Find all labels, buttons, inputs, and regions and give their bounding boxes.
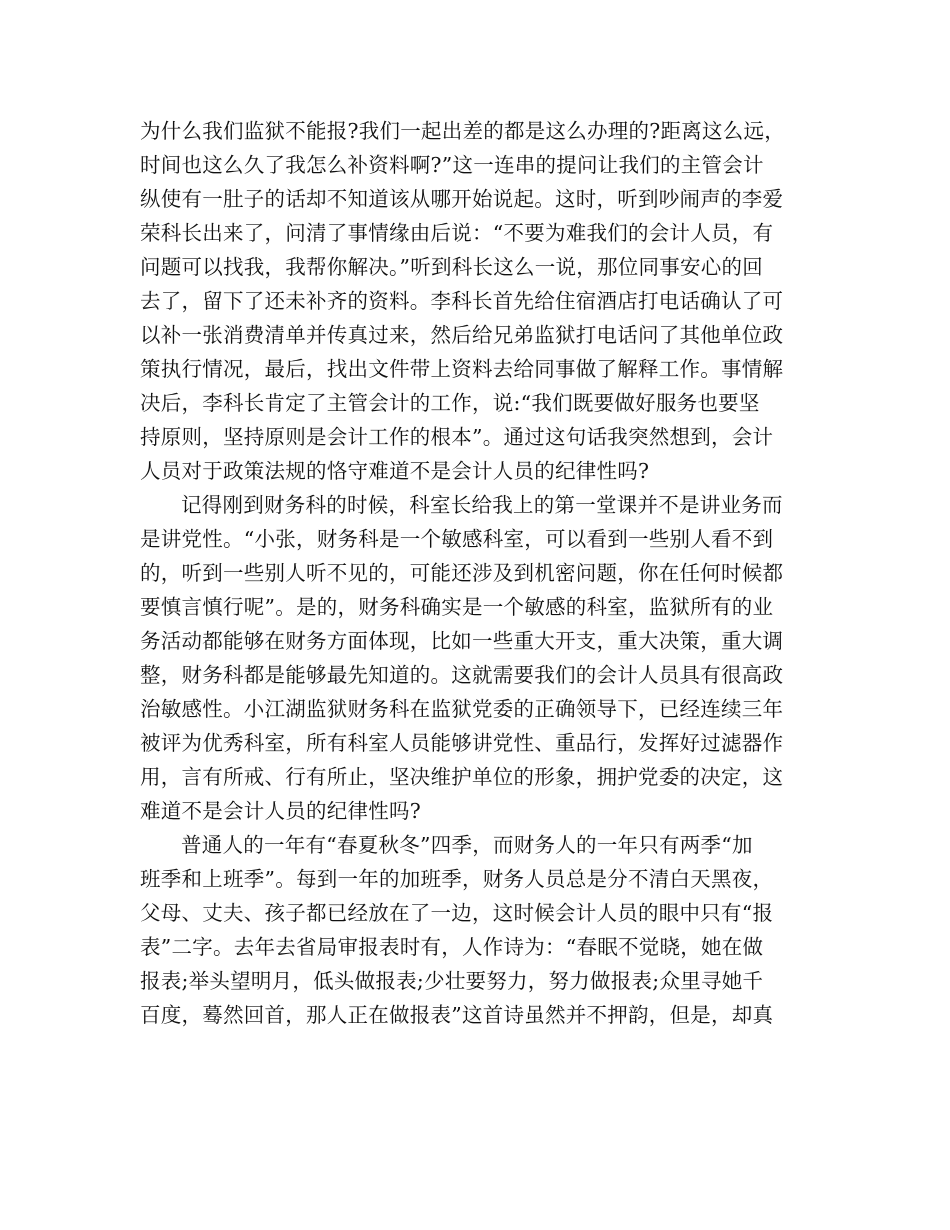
- text-line: 以补一张消费清单并传真过来，然后给兄弟监狱打电话问了其他单位政: [140, 323, 784, 347]
- text-line: 为什么我们监狱不能报?我们一起出差的都是这么办理的?距离这么远，: [140, 119, 785, 143]
- text-line: 纵使有一肚子的话却不知道该从哪开始说起。这时，听到吵闹声的李爱: [140, 187, 784, 211]
- text-line-indented: 记得刚到财务科的时候，科室长给我上的第一堂课并不是讲业务而: [181, 493, 783, 517]
- text-line: 报表;举头望明月，低头做报表;少壮要努力，努力做报表;众里寻她千: [140, 969, 764, 993]
- text-line: 荣科长出来了，问清了事情缘由后说：“不要为难我们的会计人员，有: [140, 221, 774, 245]
- document-body: [140, 114, 820, 1032]
- text-line: 问题可以找我，我帮你解决。”听到科长这么一说，那位同事安心的回: [140, 255, 763, 279]
- text-line: 治敏感性。小江湖监狱财务科在监狱党委的正确领导下，已经连续三年: [140, 697, 784, 721]
- text-line: 父母、丈夫、孩子都已经放在了一边，这时候会计人员的眼中只有“报: [140, 901, 774, 925]
- text-line: 策执行情况，最后，找出文件带上资料去给同事做了解释工作。事情解: [140, 357, 784, 381]
- text-line: 用，言有所戒、行有所止，坚决维护单位的形象，拥护党委的决定，这: [140, 765, 784, 789]
- text-line: 班季和上班季”。每到一年的加班季，财务人员总是分不清白天黑夜，: [140, 867, 774, 891]
- paragraph-2: [140, 488, 820, 828]
- text-line: 是讲党性。“小张，财务科是一个敏感科室，可以看到一些别人看不到: [140, 527, 774, 551]
- text-line: 百度，蓦然回首，那人正在做报表”这首诗虽然并不押韵，但是，却真: [140, 1003, 774, 1027]
- text-line: 表”二字。去年去省局审报表时有，人作诗为：“春眠不觉晓，她在做: [140, 935, 764, 959]
- text-line-indented: 普通人的一年有“春夏秋冬”四季，而财务人的一年只有两季“加: [181, 833, 753, 857]
- paragraph-1: [140, 114, 820, 488]
- text-line: 的，听到一些别人听不见的，可能还涉及到机密问题，你在任何时候都: [140, 561, 784, 585]
- text-line: 持原则，坚持原则是会计工作的根本”。通过这句话我突然想到，会计: [140, 425, 774, 449]
- text-line: 决后，李科长肯定了主管会计的工作，说:“我们既要做好服务也要坚: [140, 391, 760, 415]
- text-line: 难道不是会计人员的纪律性吗?: [140, 799, 421, 823]
- text-line: 整，财务科都是能够最先知道的。这就需要我们的会计人员具有很高政: [140, 663, 784, 687]
- text-line: 要慎言慎行呢”。是的，财务科确实是一个敏感的科室，监狱所有的业: [140, 595, 774, 619]
- text-line: 去了，留下了还未补齐的资料。李科长首先给住宿酒店打电话确认了可: [140, 289, 784, 313]
- paragraph-3: [140, 828, 820, 1032]
- text-line: 人员对于政策法规的恪守难道不是会计人员的纪律性吗?: [140, 459, 650, 483]
- text-line: 被评为优秀科室，所有科室人员能够讲党性、重品行，发挥好过滤器作: [140, 731, 784, 755]
- text-line: 务活动都能够在财务方面体现，比如一些重大开支，重大决策，重大调: [140, 629, 784, 653]
- text-line: 时间也这么久了我怎么补资料啊?”这一连串的提问让我们的主管会计: [140, 153, 764, 177]
